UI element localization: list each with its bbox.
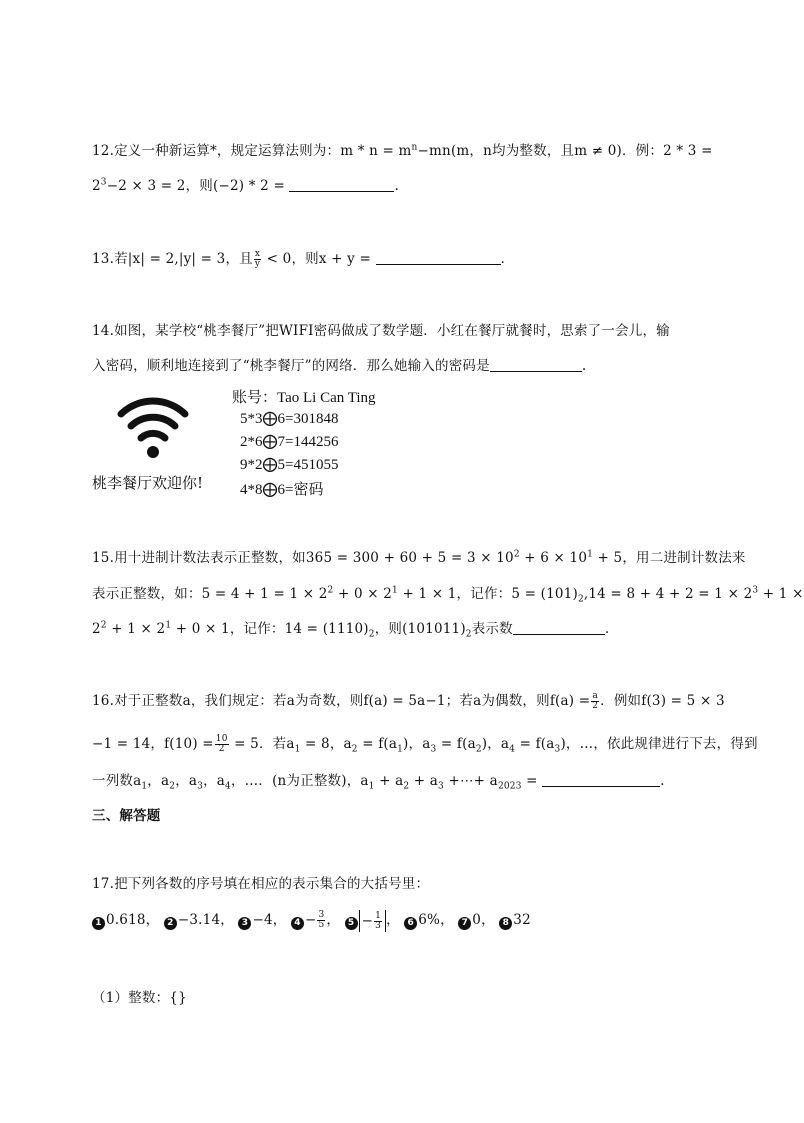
- text-segment: 表示数: [471, 621, 513, 637]
- text-segment: 16.对于正整数a，我们规定：若a为奇数，则f(a) = 5a−1；若a为偶数，则f(a) =: [92, 693, 591, 709]
- circled-number: 3: [238, 917, 251, 930]
- q12-line1: [92, 139, 713, 159]
- circled-number: 5: [345, 917, 358, 930]
- text-segment: 5: [318, 920, 325, 930]
- circled-number: 7: [458, 917, 471, 930]
- text-segment: + 6 × 10: [519, 550, 588, 566]
- q17-sub1: [92, 986, 187, 1006]
- text-segment: 2: [92, 621, 101, 637]
- text-segment: ．例如f(3) = 5 × 3: [600, 693, 725, 709]
- script-text: 2: [403, 781, 410, 792]
- text-segment: ，a: [203, 773, 226, 789]
- q17-numbers: [92, 908, 531, 932]
- script-text: 2: [169, 781, 176, 792]
- script-text: 3: [752, 585, 759, 596]
- text-segment: 32: [513, 912, 531, 928]
- q16-line1: [92, 689, 725, 711]
- text-segment: 14.如图，某学校“桃李餐厅”把WIFI密码做成了数学题．小红在餐厅就餐时，思索了一会儿，输: [92, 323, 670, 339]
- text-segment: + 0 × 1，记作：14 = (1110): [171, 621, 369, 637]
- text-segment: .: [660, 773, 665, 789]
- text-segment: ，…．(n为正整数)，a: [230, 773, 369, 789]
- text-segment: 一列数a: [92, 773, 142, 789]
- fraction-x-over-y: [254, 250, 261, 269]
- text-segment: + a: [409, 773, 439, 789]
- text-segment: = 8，a: [300, 736, 352, 752]
- text-segment: + a: [374, 773, 404, 789]
- text-segment: 6%，: [418, 912, 454, 928]
- wifi-account: 账号：Tao Li Can Ting: [232, 390, 376, 406]
- q17-line1: [92, 872, 429, 892]
- answer-blank[interactable]: [490, 357, 582, 372]
- text-segment: 17.把下列各数的序号填在相应的表示集合的大括号里：: [92, 876, 430, 892]
- script-text: 2023: [497, 781, 522, 792]
- circled-number: 1: [92, 917, 105, 930]
- circled-number: 8: [499, 917, 512, 930]
- text-segment: ，a: [147, 773, 170, 789]
- script-text: 2: [327, 585, 334, 596]
- answer-blank[interactable]: [542, 772, 660, 787]
- script-text: 2: [577, 594, 584, 605]
- text-segment: 3: [318, 910, 325, 920]
- script-text: 1: [392, 585, 398, 596]
- text-segment: = 5．若a: [229, 736, 295, 752]
- fraction-10-over-2: [215, 735, 229, 754]
- script-text: 2: [368, 629, 375, 640]
- script-text: 2: [351, 744, 358, 755]
- script-text: 3: [554, 744, 561, 755]
- q12-line2: [92, 174, 399, 194]
- q16-line3: [92, 769, 665, 792]
- text-segment: = f(a: [357, 736, 398, 752]
- script-text: 1: [165, 620, 172, 631]
- text-segment: .: [604, 621, 610, 637]
- absolute-value: [359, 910, 386, 932]
- answer-blank[interactable]: [289, 177, 394, 192]
- script-text: 1: [397, 744, 404, 755]
- text-segment: + 5，用二进制计数法来: [593, 550, 746, 566]
- text-segment: )，a: [481, 736, 510, 752]
- text-segment: 12.定义一种新运算*，规定运算法则为：m * n = m: [92, 143, 412, 159]
- script-text: 2: [513, 549, 520, 560]
- q14-line2: [92, 354, 586, 374]
- text-segment: x: [254, 249, 261, 259]
- text-segment: +⋯+ a: [443, 773, 498, 789]
- text-segment: + 1 ×: [758, 586, 804, 602]
- text-segment: = f(a: [515, 736, 555, 752]
- q15-line3: [92, 617, 610, 640]
- answer-blank[interactable]: [376, 250, 501, 265]
- fraction-a-over-2: [591, 692, 599, 711]
- text-segment: .: [394, 178, 399, 194]
- wifi-password-figure: [92, 384, 402, 496]
- script-text: 1: [294, 744, 301, 755]
- text-segment: 2: [92, 178, 101, 194]
- script-text: 4: [225, 781, 231, 792]
- text-segment: 3: [375, 920, 382, 931]
- q16-line2: [92, 732, 758, 754]
- text-segment: )，…，依此规律进行下去，得到: [560, 736, 758, 752]
- text-segment: −3.14，: [177, 912, 234, 928]
- text-segment: 2: [592, 701, 599, 711]
- circled-number: 2: [164, 917, 177, 930]
- text-segment: ，a: [175, 773, 198, 789]
- script-text: 3: [438, 781, 444, 792]
- text-segment: + 1 × 2: [106, 621, 166, 637]
- script-text: 3: [100, 177, 107, 188]
- fraction-1-over-3: [374, 912, 382, 931]
- script-text: 2: [475, 744, 482, 755]
- wifi-row: 4*8⨁6=密码: [240, 482, 324, 498]
- circled-number: 6: [404, 917, 417, 930]
- script-text: 1: [141, 781, 148, 792]
- script-text: n: [411, 142, 418, 153]
- text-segment: )，a: [403, 736, 431, 752]
- text-segment: 入密码，顺利地连接到了“桃李餐厅”的网络．那么她输入的密码是: [92, 358, 490, 374]
- fraction-3-over-5: [317, 911, 325, 930]
- q15-line2: [92, 582, 804, 605]
- circled-number: 4: [291, 917, 304, 930]
- text-segment: a: [592, 691, 598, 701]
- text-segment: < 0，则x + y =: [262, 251, 371, 267]
- script-text: 4: [509, 744, 516, 755]
- text-segment: = f(a: [436, 736, 476, 752]
- script-text: 1: [368, 781, 375, 792]
- text-segment: ，: [326, 912, 341, 928]
- script-text: 1: [587, 549, 594, 560]
- script-text: 2: [100, 620, 107, 631]
- text-segment: 2: [218, 744, 225, 754]
- text-segment: 表示正整数，如：5 = 4 + 1 = 1 × 2: [92, 586, 328, 602]
- wifi-row: 2*6⨁7=144256: [240, 434, 339, 450]
- text-segment: y: [254, 259, 261, 269]
- text-segment: −2 × 3 = 2，则(−2) * 2 =: [106, 178, 285, 194]
- text-segment: −4，: [252, 912, 287, 928]
- script-text: 3: [197, 781, 204, 792]
- wifi-icon: [117, 392, 189, 464]
- text-segment: 0，: [472, 912, 495, 928]
- script-text: 3: [430, 744, 437, 755]
- text-segment: + 1 × 1，记作：5 = (101): [397, 586, 578, 602]
- text-segment: −: [304, 912, 317, 928]
- text-segment: 0.618，: [106, 912, 160, 928]
- wifi-row: 5*3⨁6=301848: [240, 411, 339, 427]
- text-segment: （1）整数：{}: [92, 990, 187, 1006]
- wifi-row: 9*2⨁5=451055: [240, 457, 339, 473]
- text-segment: 1: [375, 910, 382, 921]
- q15-line1: [92, 546, 746, 566]
- text-segment: ，: [386, 912, 400, 928]
- text-segment: .: [581, 358, 587, 374]
- text-segment: + 0 × 2: [333, 586, 393, 602]
- section-heading: 三、解答题: [92, 808, 161, 824]
- text-segment: 10: [215, 734, 228, 744]
- text-segment: 13.若|x| = 2,|y| = 3，且: [92, 251, 253, 267]
- text-segment: 15.用十进制计数法表示正整数，如365 = 300 + 60 + 5 = 3 × 10: [92, 550, 514, 566]
- text-segment: =: [521, 773, 538, 789]
- text-segment: −: [361, 912, 374, 929]
- script-text: 2: [465, 629, 472, 640]
- text-segment: .: [500, 251, 505, 267]
- text-segment: ,14 = 8 + 4 + 2 = 1 × 2: [583, 586, 753, 602]
- answer-blank[interactable]: [513, 620, 605, 635]
- q13-line: [92, 247, 505, 269]
- q14-line1: [92, 319, 670, 339]
- wifi-caption: 桃李餐厅欢迎你!: [92, 474, 204, 492]
- text-segment: −1 = 14，f(10) =: [92, 736, 214, 752]
- text-segment: ，则(101011): [374, 621, 466, 637]
- text-segment: −mn(m，n均为整数，且m ≠ 0)．例：2 * 3 =: [417, 143, 713, 159]
